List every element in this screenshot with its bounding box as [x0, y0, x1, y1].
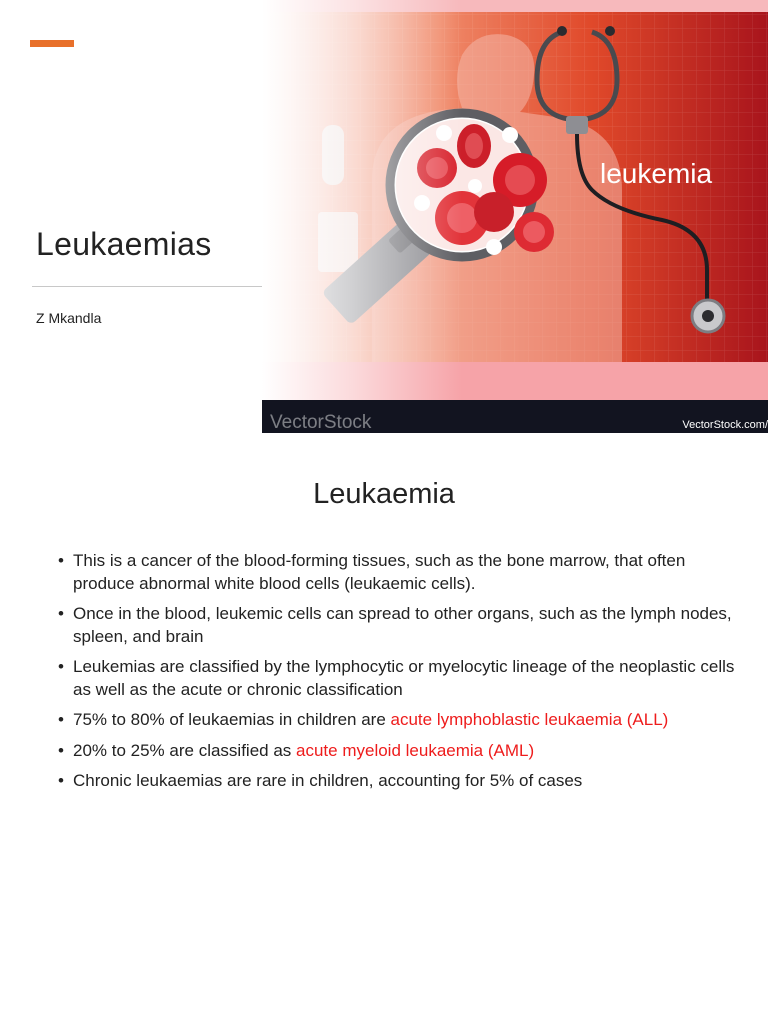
image-label: leukemia — [600, 158, 713, 189]
highlighted-term: acute lymphoblastic leukaemia (ALL) — [390, 710, 669, 729]
list-item: • Chronic leukaemias are rare in children, accounting for 5% of cases — [58, 771, 583, 790]
image-fade-overlay — [262, 0, 462, 400]
list-item: • 20% to 25% are classified as acute myeloid leukaemia (AML) — [58, 740, 535, 760]
accent-bar — [30, 40, 74, 47]
image-source-url: VectorStock.com/ — [682, 419, 768, 431]
list-item: • 75% to 80% of leukaemias in children are acute lymphoblastic leukaemia (ALL) — [58, 710, 669, 729]
list-item: • This is a cancer of the blood-forming tissues, such as the bone marrow, that often produce abnormal white blood cells (leukaemic cells). — [58, 551, 686, 593]
title-slide — [0, 0, 768, 433]
title-divider — [32, 286, 280, 287]
slide-title: Leukaemias — [36, 226, 212, 262]
image-watermark: VectorStock — [270, 412, 372, 433]
content-slide — [0, 433, 768, 1024]
list-item: • Once in the blood, leukemic cells can spread to other organs, such as the lymph nodes, spleen, and brain — [58, 604, 732, 646]
list-item: • Leukemias are classified by the lymphocytic or myelocytic lineage of the neoplastic cells as well as the acute or chronic classification — [58, 657, 735, 699]
bullet-list — [58, 550, 738, 801]
slide-heading: Leukaemia — [313, 478, 455, 510]
author-name: Z Mkandla — [36, 310, 102, 326]
highlighted-term: acute myeloid leukaemia (AML) — [296, 740, 535, 760]
